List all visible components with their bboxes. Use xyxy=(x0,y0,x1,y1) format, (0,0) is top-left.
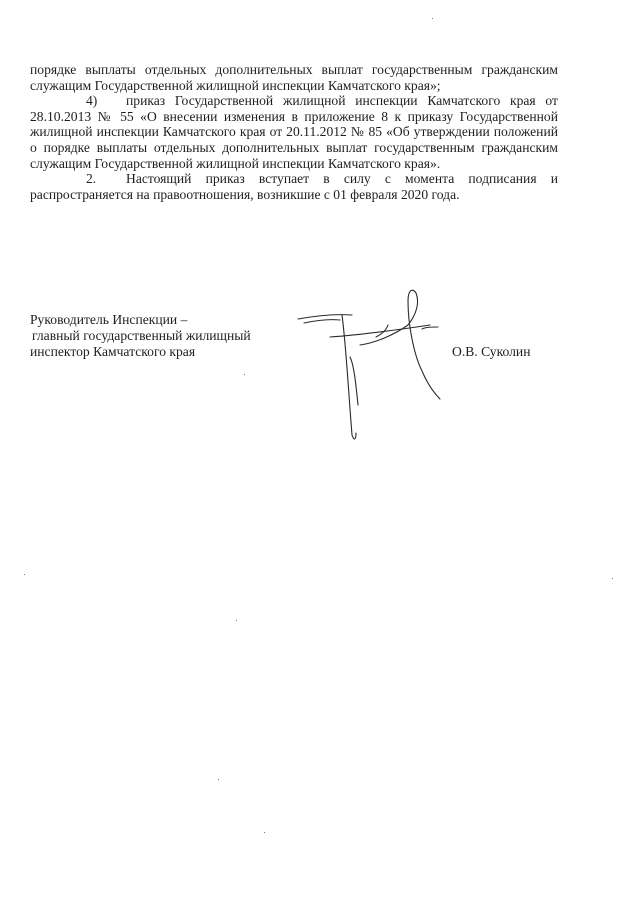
scan-speck xyxy=(236,620,237,621)
signer-name: О.В. Суколин xyxy=(452,344,531,359)
position-line: главный государственный жилищный xyxy=(32,328,251,344)
scan-speck xyxy=(244,374,245,375)
list-item-text: приказ Государственной жилищной инспекции Камчатского края от 28.10.2013 № 55 «О внесении изменения в приложение 8 к приказу Государственной жилищной инспекции Камчатского края от 20.11.2012 № 85 «Об утверждении положений о порядке выплаты отдельных дополнительных выплат государственным гражданским служащим Государственной жилищной инспекции Камчатского края». xyxy=(30,93,558,171)
scan-speck xyxy=(432,18,433,19)
clause-2 xyxy=(30,171,558,202)
scan-speck xyxy=(612,578,613,579)
document-body xyxy=(30,62,558,202)
handwritten-signature-icon xyxy=(290,285,450,445)
position-line: Руководитель Инспекции – xyxy=(30,312,188,327)
scan-speck xyxy=(218,779,219,780)
clause-label: 2. xyxy=(86,171,97,187)
continuation-paragraph: порядке выплаты отдельных дополнительных выплат государственным гражданским служащим Государственной жилищной инспекции Камчатского края»; xyxy=(30,62,558,93)
position-line: инспектор Камчатского края xyxy=(30,344,196,360)
scan-speck xyxy=(24,574,25,575)
list-item-4 xyxy=(30,93,558,171)
list-item-label: 4) xyxy=(86,93,98,109)
clause-text: Настоящий приказ вступает в силу с момента подписания и распространяется на правоотношения, возникшие с 01 февраля 2020 года. xyxy=(30,171,558,202)
signer-position xyxy=(30,312,251,361)
scan-speck xyxy=(264,832,265,833)
